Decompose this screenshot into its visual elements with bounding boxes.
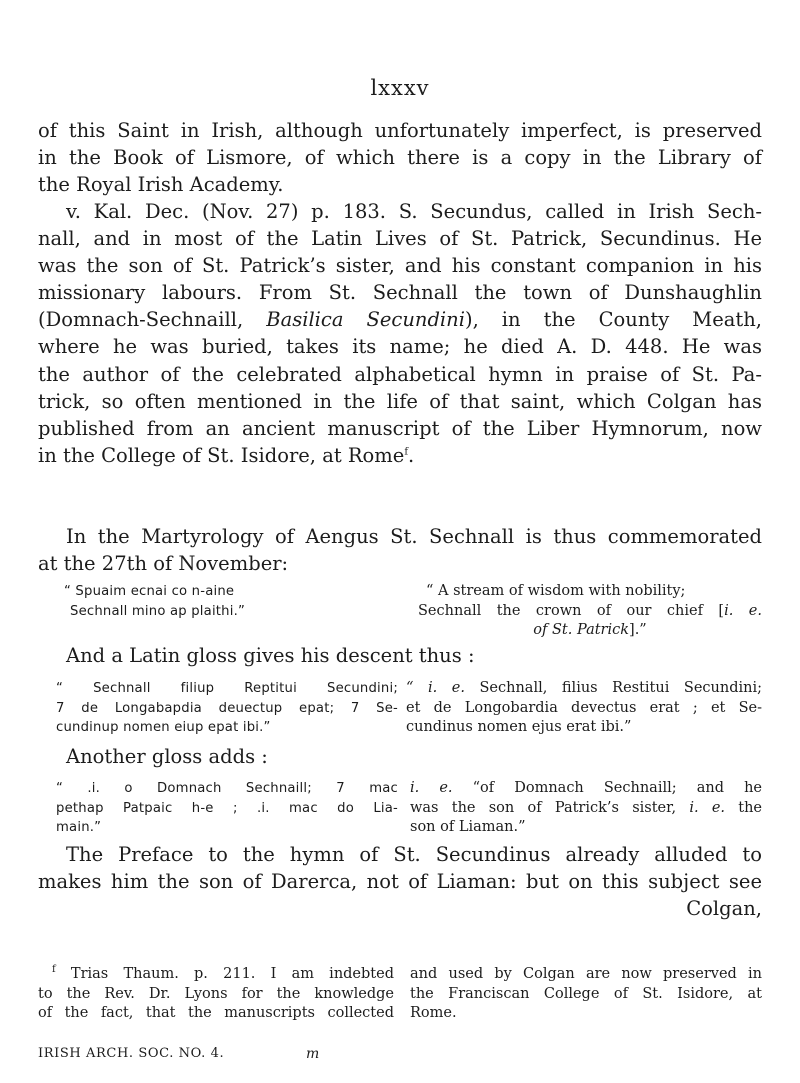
page-number: lxxxv [370,76,430,100]
text-line: missionary labours. From St. Sechnall the town of Dunshaughlin [38,281,762,305]
text-line [38,442,762,469]
english-column [410,779,762,838]
footnote-line: and used by Colgan are now preserved in [410,966,762,982]
irish-line: Sechnall mino ap plaithi.” [70,603,246,619]
paragraph-lismore [38,117,762,198]
footnote-left-column [38,965,394,1024]
section-heading: And a Latin gloss gives his descent thus : [66,644,475,667]
english-line [406,679,762,699]
text-line: was the son of St. Patrick’s sister, and his constant companion in his [38,254,762,278]
text-line: The Preface to the hymn of St. Secundinus already alluded to [66,843,762,866]
irish-line: main.” [56,820,102,835]
text-segment: “of Domnach Sechnaill; and he [452,780,762,796]
text-line: Colgan, [686,897,762,921]
irish-column [56,679,398,738]
paragraph-secundus [38,198,762,469]
footnote-line: to the Rev. Dr. Lyons for the knowledge [38,985,394,1002]
text-line: at the 27th of November: [38,552,289,576]
english-line: et de Longobardia devectus erat ; et Se- [406,699,762,716]
latin-title: Basilica Secundini [266,308,465,332]
english-line: “ A stream of wisdom with nobility; [426,583,686,599]
paragraph-martyrology [38,523,762,577]
text-segment: Sechnall, filius Restitui Secundini; [464,680,762,696]
section-heading: Another gloss adds : [66,745,268,768]
english-line [418,621,762,641]
english-line: cundinus nomen ejus erat ibi.” [406,719,632,735]
text-segment: ].” [629,622,647,638]
text-segment: (Domnach-Sechnaill, [38,308,244,332]
signature-line [38,1046,762,1061]
english-line: son of Liaman.” [410,819,526,835]
signature-text: IRISH ARCH. SOC. NO. 4. [38,1046,225,1061]
irish-line: “ Spuaim ecnai co n-aine [64,584,235,599]
footnote-right-column [410,965,762,1024]
text-line: published from an ancient manuscript of the Liber Hymnorum, now [38,416,762,440]
text-line: v. Kal. Dec. (Nov. 27) p. 183. S. Secundus, called in Irish Sech- [66,200,762,223]
text-segment: . [408,443,415,467]
text-segment: i. e. [724,602,762,619]
english-column [418,582,762,641]
irish-column [56,582,398,621]
footnote-line: Rome. [410,1005,457,1022]
text-line: trick, so often mentioned in the life of that saint, which Colgan has [38,389,762,413]
text-line: in the Book of Lismore, of which there is a copy in the Library of [38,146,762,170]
irish-line: pethap Patpaic h-e ; .i. mac do Lia- [56,800,398,816]
text-line: the author of the celebrated alphabetical hymn in praise of St. Pa- [38,362,762,386]
irish-line: “ Sechnall filiup Reptitui Secundini; [56,681,398,696]
text-line: the Royal Irish Academy. [38,173,284,197]
english-line [410,779,762,799]
text-line: of this Saint in Irish, although unfortunately imperfect, is preserved [38,119,762,142]
footnote-line [38,965,394,985]
footnote-marker: f [404,446,409,458]
paragraph-preface [38,841,762,922]
text-line [38,306,762,333]
footnote-marker: f [52,964,56,976]
text-segment: “ i. e. [406,680,465,696]
signature-mark: m [306,1046,320,1062]
irish-line: 7 de Longabapdia deuectup epat; 7 Se- [56,700,398,716]
text-segment: i. e. [410,780,453,796]
english-column [406,679,762,738]
irish-column [56,779,398,838]
irish-line: “ .i. o Domnach Sechnaill; 7 mac [56,781,398,796]
footnote-line: of the fact, that the manuscripts collected [38,1005,394,1022]
text-segment: was the son of Patrick’s sister, [410,799,690,816]
english-line [418,602,762,622]
text-segment: Trias Thaum. p. 211. I am indebted [55,966,394,982]
text-segment: in the College of St. Isidore, at Rome [38,443,405,467]
text-segment: of St. Patrick [533,622,630,638]
english-line [410,799,762,819]
footnote-line: the Franciscan College of St. Isidore, at [410,985,762,1002]
text-segment: the [725,799,763,816]
text-segment: ), in the County Meath, [464,308,763,332]
text-segment: Sechnall the crown of our chief [ [418,602,725,619]
text-segment: i. e. [689,799,726,816]
irish-line: cundinup nomen eiup epat ibi.” [56,720,271,735]
text-line: where he was buried, takes its name; he died A. D. 448. He was [38,335,762,359]
text-line: makes him the son of Darerca, not of Liaman: but on this subject see [38,870,762,894]
text-line: nall, and in most of the Latin Lives of St. Patrick, Secundinus. He [38,227,762,251]
text-line: In the Martyrology of Aengus St. Sechnall is thus commemorated [66,525,762,548]
